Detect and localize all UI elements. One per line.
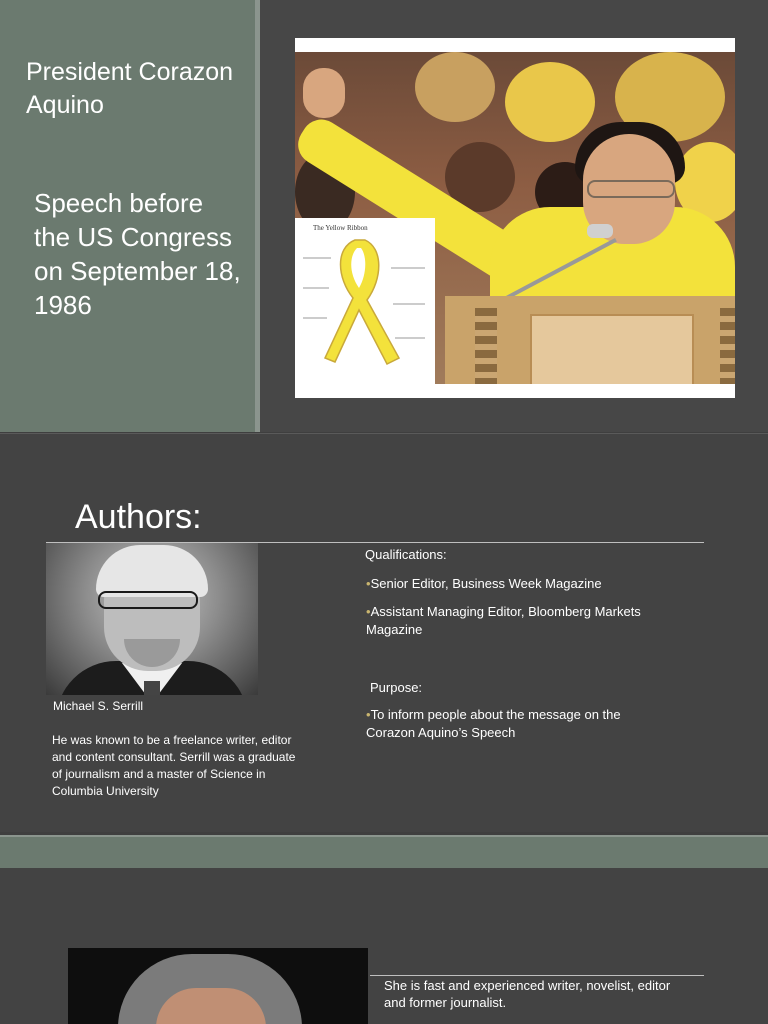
lectern-column <box>720 308 735 384</box>
qualification-item <box>366 575 666 593</box>
lectern-front <box>530 314 694 384</box>
second-author-slide <box>0 868 768 1024</box>
slide-title: President Corazon Aquino <box>26 58 234 119</box>
portrait-tie <box>144 681 160 695</box>
heading-rule <box>258 542 704 543</box>
authors-slide <box>0 433 768 832</box>
author-portrait <box>46 543 258 695</box>
slide-separator-band <box>0 835 768 868</box>
title-slide <box>0 0 768 432</box>
slide-subtitle: Speech before the US Congress on September 18, 1986 <box>34 188 241 320</box>
qualification-text: Senior Editor, Business Week Magazine <box>370 576 602 591</box>
portrait-hair <box>96 545 208 597</box>
second-author-portrait <box>68 948 368 1024</box>
panel-divider <box>255 0 260 432</box>
purpose-label: Purpose: <box>370 680 423 695</box>
qualifications-label: Qualifications: <box>365 547 447 562</box>
qualification-text: Assistant Managing Editor, Bloomberg Markets Magazine <box>366 604 641 637</box>
description-rule <box>370 975 704 976</box>
purpose-text: To inform people about the message on the Corazon Aquino’s Speech <box>366 707 621 740</box>
author-bio: He was known to be a freelance writer, editor and content consultant. Serrill was a graduate of journalism and a master of Science in Columbia University <box>52 733 296 798</box>
purpose-item <box>366 706 666 742</box>
bullet-icon: • <box>366 707 371 722</box>
qualification-item <box>366 603 666 639</box>
author-name: Michael S. Serrill <box>53 699 144 713</box>
hand <box>303 68 345 118</box>
title-panel <box>0 0 255 432</box>
ribbon-caption: The Yellow Ribbon <box>313 224 368 232</box>
portrait-glasses <box>98 591 198 609</box>
authors-heading: Authors: <box>75 498 202 536</box>
speaker-glasses <box>587 180 675 198</box>
aquino-photo-frame <box>295 38 735 398</box>
yellow-ribbon-inset <box>295 218 435 384</box>
lectern-column <box>475 308 497 384</box>
bullet-icon: • <box>366 604 371 619</box>
microphone-icon <box>587 224 613 238</box>
aquino-speech-photo <box>295 52 735 384</box>
second-author-description: She is fast and experienced writer, novelist, editor and former journalist. <box>384 978 671 1010</box>
yellow-ribbon-icon <box>295 218 435 384</box>
bullet-icon: • <box>366 576 371 591</box>
